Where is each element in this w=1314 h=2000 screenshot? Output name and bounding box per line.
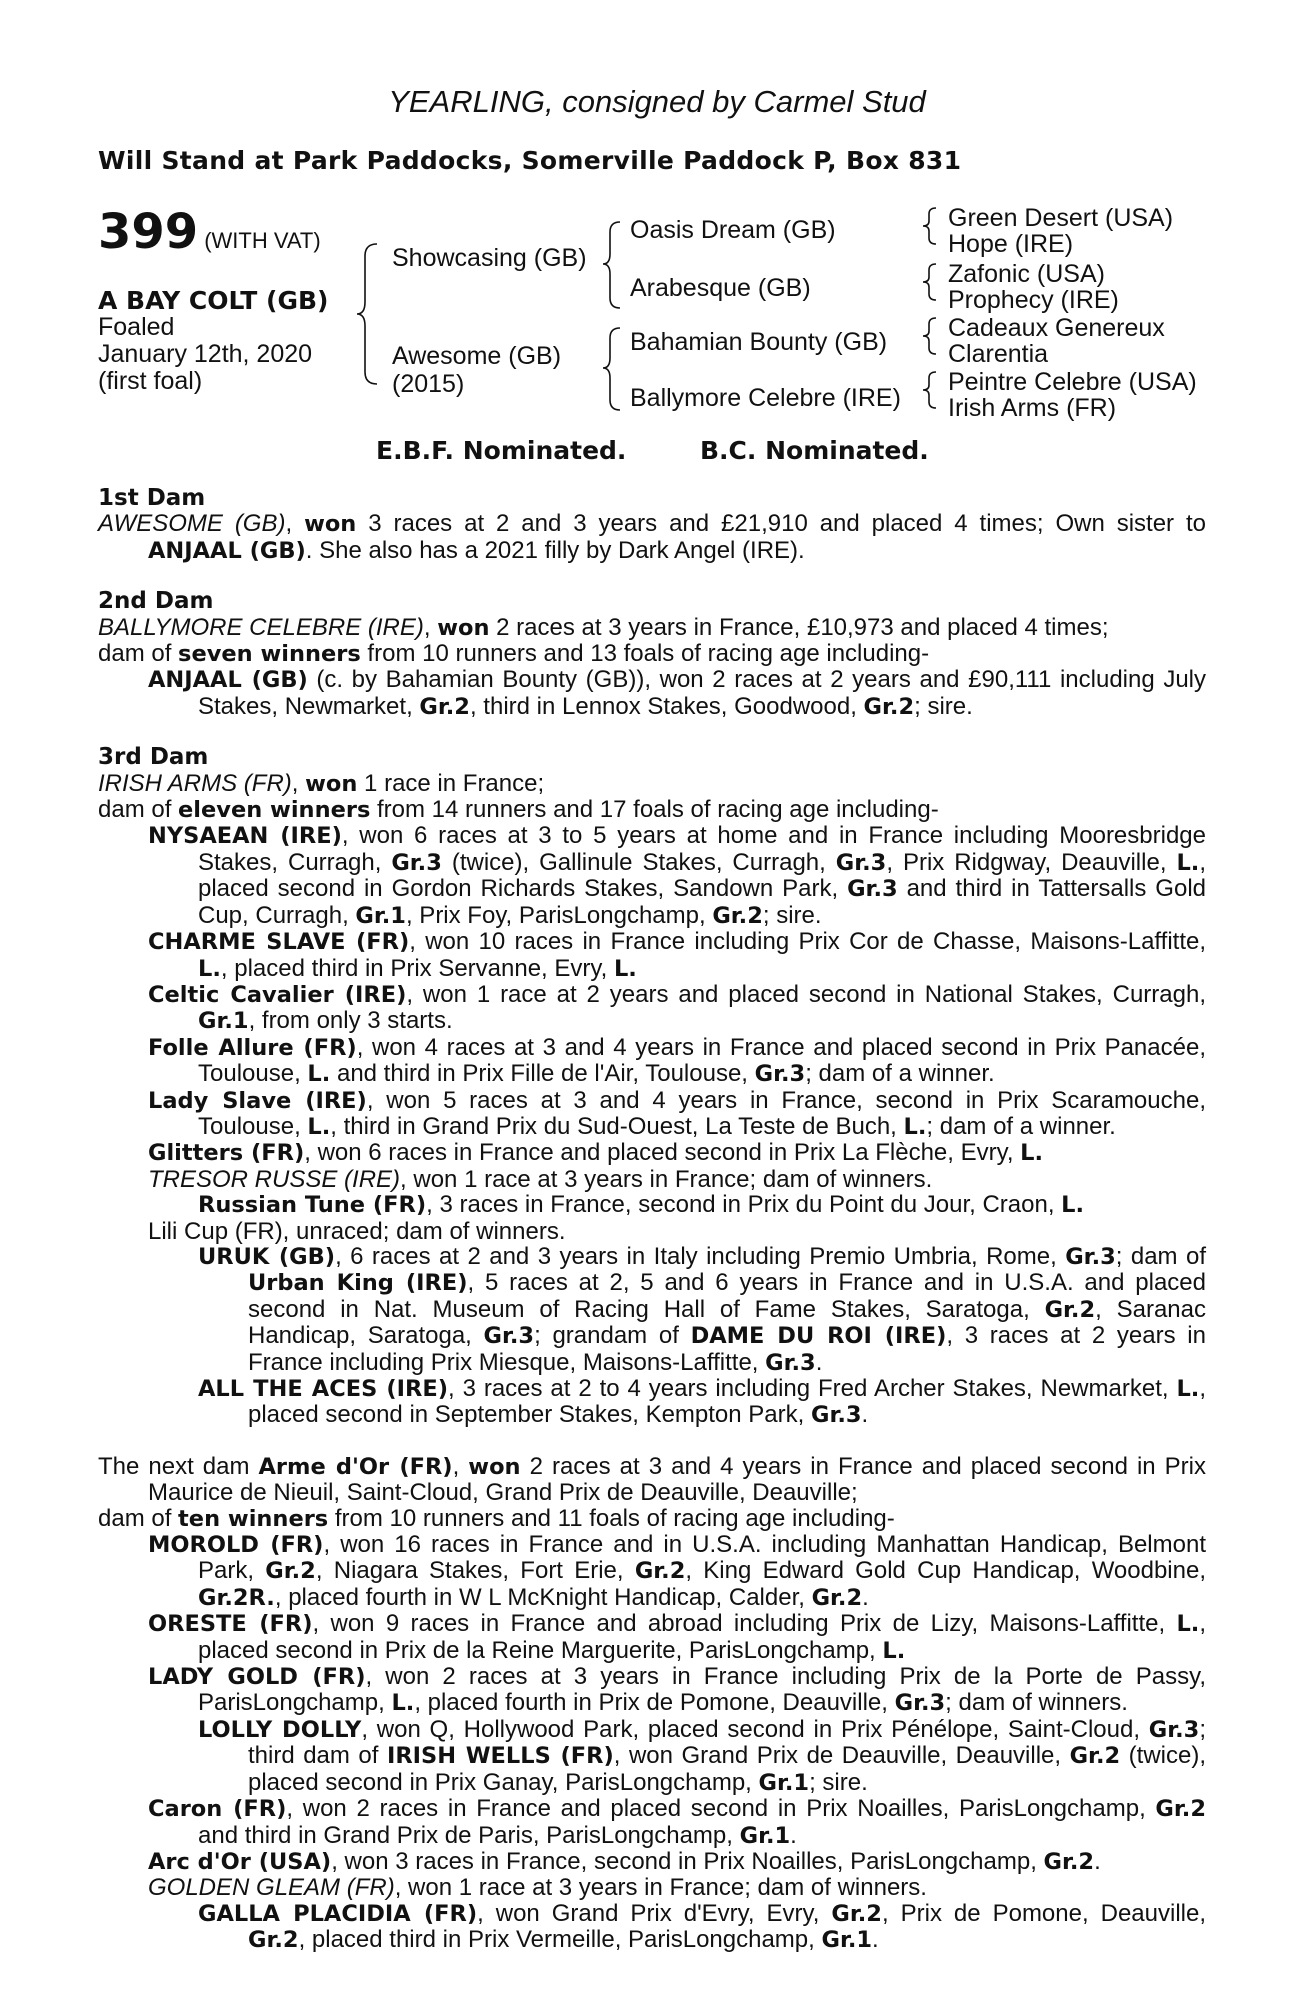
bold-text: Gr.2 <box>1044 1296 1096 1323</box>
bold-text: L. <box>1020 1140 1044 1167</box>
pedigree-entry <box>98 1849 1206 1875</box>
text-run: , <box>291 769 306 797</box>
bold-text: L. <box>391 1690 415 1717</box>
pedigree-gen3-1: Green Desert (USA) <box>948 204 1174 232</box>
text-run: , won 10 races in France including Prix Cor de Chasse, Maisons-Laffitte, <box>409 928 1207 956</box>
text-run: , third in Lennox Stakes, Goodwood, <box>469 692 864 720</box>
bold-text: Gr.3 <box>754 1061 806 1088</box>
bold-text: DAME DU ROI (IRE) <box>690 1323 947 1350</box>
pedigree-entry <box>98 797 1206 823</box>
pedigree-entry <box>98 1167 1206 1192</box>
bold-text: LADY GOLD (FR) <box>148 1664 366 1691</box>
text-run: ; dam of winners. <box>945 1689 1128 1717</box>
text-run: , 3 races in France, second in Prix du Point du Jour, Craon, <box>426 1191 1062 1219</box>
text-run: , Prix de Pomone, Deauville, <box>881 1899 1207 1927</box>
bold-text: Gr.3 <box>391 849 442 876</box>
bold-text: LOLLY DOLLY <box>198 1716 362 1743</box>
pedigree-entry <box>98 1717 1206 1796</box>
text-run: , placed second in Gordon Richards Stakes, Sandown Park, <box>198 848 1206 903</box>
pedigree-entry <box>98 641 1206 667</box>
pedigree-brace-g2 <box>920 262 940 302</box>
pedigree-entry <box>98 667 1206 720</box>
text-run: , won 1 race at 3 years in France; dam of winners. <box>394 1874 927 1902</box>
bold-text: L. <box>1176 1611 1200 1638</box>
text-run: , 5 races at 2, 5 and 6 years in France and in U.S.A. and placed second in Nat. Museum of Racing Hall of Fame Stakes, Saratoga, <box>248 1269 1206 1323</box>
text-run: , placed third in Prix Servanne, Evry, <box>220 954 614 982</box>
pedigree-brace-g3 <box>920 316 940 356</box>
bold-text: won <box>304 511 357 538</box>
page-heading: YEARLING, consigned by Carmel Stud <box>388 84 926 119</box>
text-run: , 3 races at 2 years in France including Prix Miesque, Maisons-Laffitte, <box>248 1322 1206 1376</box>
pedigree-entry <box>98 1796 1206 1849</box>
pedigree-entry <box>98 1244 1206 1376</box>
text-run: , won 16 races in France and in U.S.A. including Manhattan Handicap, Belmont Park, <box>198 1531 1206 1585</box>
text-run: , won Q, Hollywood Park, placed second in Prix Pénélope, Saint-Cloud, <box>361 1715 1149 1743</box>
bold-text: Gr.2 <box>863 693 915 720</box>
text-run: 2 races at 3 years in France, £10,973 and placed 4 times; <box>489 613 1109 641</box>
text-run: , King Edward Gold Cup Handicap, Woodbine, <box>685 1557 1207 1585</box>
pedigree-gen3-6: Clarentia <box>948 340 1049 368</box>
bold-text: L. <box>903 1113 927 1140</box>
pedigree-entry <box>98 1088 1206 1141</box>
bold-text: Arme d'Or (FR) <box>258 1453 453 1480</box>
section-title: 2nd Dam <box>98 588 214 615</box>
text-run: The next dam <box>98 1452 259 1480</box>
section-gap <box>98 1429 1206 1454</box>
bold-text: Gr.3 <box>765 1349 816 1376</box>
bold-text: Folle Allure (FR) <box>148 1034 357 1061</box>
section-gap <box>98 564 1206 589</box>
bold-text: Gr.3 <box>847 876 898 903</box>
text-run: (twice), Gallinule Stakes, Curragh, <box>441 848 836 876</box>
bold-text: NYSAEAN (IRE) <box>148 823 342 850</box>
bold-text: L. <box>613 955 637 982</box>
bold-text: Glitters (FR) <box>148 1140 305 1167</box>
pedigree-sire-sire: Oasis Dream (GB) <box>630 216 836 244</box>
bold-text: Gr.1 <box>758 1769 810 1796</box>
bold-text: Gr.2 <box>419 693 470 720</box>
bold-text: L. <box>1176 1376 1200 1402</box>
pedigree-entry <box>98 1532 1206 1611</box>
italic-text: TRESOR RUSSE (IRE) <box>148 1165 401 1193</box>
text-run: , placed third in Prix Vermeille, ParisLongchamp, <box>298 1926 822 1954</box>
text-run: , <box>452 1452 469 1480</box>
foaled-label: Foaled <box>98 313 175 341</box>
text-run: , won 5 races at 3 and 4 years in France, second in Prix Scaramouche, Toulouse, <box>198 1086 1206 1140</box>
pedigree-entry <box>98 1454 1206 1506</box>
text-run: ; dam of <box>1115 1242 1206 1270</box>
text-run: , won Grand Prix de Deauville, Deauville, <box>613 1742 1070 1770</box>
pedigree-entry <box>98 1901 1206 1954</box>
bold-text: Gr.2 <box>1069 1743 1121 1770</box>
bold-text: Gr.3 <box>483 1323 535 1350</box>
section-title: 1st Dam <box>98 485 206 511</box>
text-run: . <box>1094 1847 1101 1875</box>
bold-text: eleven winners <box>178 797 371 824</box>
bold-text: Gr.3 <box>810 1402 862 1429</box>
pedigree-dam-dam: Ballymore Celebre (IRE) <box>630 384 901 412</box>
pedigree-brace-main <box>355 240 385 390</box>
section-gap <box>98 720 1206 745</box>
text-run: from 14 runners and 17 foals of racing age including- <box>370 796 939 824</box>
text-run: , won 4 races at 3 and 4 years in France and placed second in Prix Panacée, Toulouse, <box>198 1033 1206 1088</box>
ebf-nomination: E.B.F. Nominated. <box>376 436 627 465</box>
bold-text: Gr.1 <box>821 1927 873 1954</box>
pedigree-gen3-7: Peintre Celebre (USA) <box>948 368 1197 396</box>
bold-text: MOROLD (FR) <box>148 1532 324 1559</box>
text-run: , won 6 races in France and placed second in Prix La Flèche, Evry, <box>304 1139 1021 1167</box>
text-run: from 10 runners and 13 foals of racing age including- <box>360 640 930 668</box>
text-run: . <box>862 1583 869 1611</box>
text-run: Lili Cup (FR), unraced; dam of winners. <box>148 1217 566 1245</box>
pedigree-gen3-2: Hope (IRE) <box>948 230 1074 258</box>
text-run: , <box>423 613 438 641</box>
italic-text: GOLDEN GLEAM (FR) <box>148 1874 395 1902</box>
pedigree-entry <box>98 1192 1206 1218</box>
text-run: dam of <box>98 796 179 824</box>
bold-text: Gr.2R. <box>198 1584 275 1611</box>
bold-text: Lady Slave (IRE) <box>148 1087 367 1114</box>
bold-text: Gr.2 <box>811 1584 863 1611</box>
text-run: ; sire. <box>809 1768 868 1796</box>
text-run: ; dam of a winner. <box>805 1060 995 1088</box>
bold-text: L. <box>307 1113 331 1140</box>
text-run: , from only 3 starts. <box>248 1007 453 1035</box>
italic-text: BALLYMORE CELEBRE (IRE) <box>98 613 424 641</box>
bold-text: L. <box>882 1637 906 1664</box>
pedigree-entry <box>98 1219 1206 1244</box>
text-run: . <box>790 1821 797 1849</box>
pedigree-entry <box>98 1611 1206 1664</box>
text-run: and third in Prix Fille de l'Air, Toulouse, <box>330 1060 755 1088</box>
pedigree-entry <box>98 511 1206 564</box>
bold-text: Gr.2 <box>831 1900 882 1927</box>
stand-location: Will Stand at Park Paddocks, Somerville Paddock P, Box 831 <box>98 146 962 175</box>
bold-text: Urban King (IRE) <box>248 1270 468 1297</box>
bold-text: Gr.1 <box>198 1008 249 1035</box>
text-run: , 6 races at 2 and 3 years in Italy including Premio Umbria, Rome, <box>335 1242 1066 1270</box>
text-run: 3 races at 2 and 3 years and £21,910 and placed 4 times; Own sister to <box>356 510 1206 538</box>
bold-text: Gr.3 <box>1148 1716 1200 1743</box>
bold-text: Gr.2 <box>1043 1848 1095 1875</box>
lot-number: 399 <box>98 204 199 260</box>
text-run: 2 races at 3 and 4 years in France and placed second in Prix Maurice de Nieuil, Saint-Cloud, Grand Prix de Deauville, Deauville; <box>148 1452 1206 1507</box>
pedigree-gen3-8: Irish Arms (FR) <box>948 394 1117 422</box>
pedigree-brace-dam <box>600 324 626 414</box>
bold-text: won <box>468 1453 521 1480</box>
pedigree-entry <box>98 771 1206 797</box>
foaled-date: January 12th, 2020 <box>98 340 313 368</box>
lot-description: A BAY COLT (GB) <box>98 286 329 315</box>
bold-text: Gr.1 <box>739 1822 791 1849</box>
pedigree-dam: Awesome (GB) <box>392 342 562 370</box>
pedigree-brace-sire <box>600 218 626 312</box>
text-run: ; third dam of <box>248 1715 1206 1770</box>
text-run: from 10 runners and 11 foals of racing age including- <box>328 1504 895 1532</box>
text-run: ; sire. <box>914 692 973 720</box>
text-run: , won 6 races at 3 to 5 years at home and in France including Mooresbridge Stakes, Curragh, <box>198 822 1206 876</box>
text-run: dam of <box>98 640 179 668</box>
pedigree-gen3-3: Zafonic (USA) <box>948 260 1105 288</box>
bold-text: GALLA PLACIDIA (FR) <box>198 1900 478 1927</box>
italic-text: AWESOME (GB) <box>98 510 286 538</box>
bold-text: Gr.2 <box>1155 1796 1206 1823</box>
text-run: dam of <box>98 1504 179 1532</box>
pedigree-entry <box>98 823 1206 929</box>
text-run: 1 race in France; <box>357 769 545 797</box>
text-run: , won 1 race at 3 years in France; dam of winners. <box>400 1165 933 1193</box>
text-run: . <box>815 1348 823 1376</box>
text-run: , 3 races at 2 to 4 years including Fred Archer Stakes, Newmarket, <box>448 1375 1177 1402</box>
text-run: , placed fourth in W L McKnight Handicap, Calder, <box>274 1583 812 1611</box>
pedigree-entry <box>98 1035 1206 1088</box>
bold-text: Celtic Cavalier (IRE) <box>148 981 407 1008</box>
vat-label: (WITH VAT) <box>204 228 321 253</box>
pedigree-dam-sire: Bahamian Bounty (GB) <box>630 328 888 356</box>
pedigree-gen3-5: Cadeaux Genereux <box>948 314 1165 342</box>
text-run: , <box>285 510 305 538</box>
text-run: , placed second in Prix de la Reine Marguerite, ParisLongchamp, <box>198 1610 1207 1664</box>
bold-text: Gr.3 <box>894 1690 946 1717</box>
text-run: and third in Tattersalls Gold Cup, Curragh, <box>198 875 1206 929</box>
text-run: , won 2 races in France and placed second in Prix Noailles, ParisLongchamp, <box>286 1795 1156 1823</box>
pedigree-entry <box>98 615 1206 641</box>
text-run: , placed fourth in Prix de Pomone, Deauville, <box>414 1689 895 1717</box>
text-run: , won 2 races at 3 years in France including Prix de la Porte de Passy, ParisLongchamp, <box>198 1663 1206 1717</box>
bold-text: L. <box>198 955 221 982</box>
bold-text: Russian Tune (FR) <box>198 1192 427 1219</box>
bold-text: URUK (GB) <box>198 1243 336 1270</box>
pedigree-gen3-4: Prophecy (IRE) <box>948 286 1119 314</box>
text-run: , won 1 race at 2 years and placed second in National Stakes, Curragh, <box>406 980 1206 1008</box>
bold-text: Gr.1 <box>355 902 406 929</box>
pedigree-entry <box>98 1376 1206 1429</box>
bold-text: Gr.3 <box>1065 1243 1116 1270</box>
bold-text: ANJAAL (GB) <box>148 667 308 694</box>
text-run: . <box>872 1926 879 1954</box>
text-run: (c. by Bahamian Bounty (GB)), won 2 races at 2 years and £90,111 including July Stakes, Newmarket, <box>198 666 1207 720</box>
pedigree-sire: Showcasing (GB) <box>392 244 587 272</box>
bold-text: Gr.2 <box>265 1558 316 1585</box>
bold-text: Gr.3 <box>835 849 887 876</box>
text-run: ; dam of a winner. <box>926 1112 1116 1140</box>
bold-text: ORESTE (FR) <box>148 1611 313 1638</box>
pedigree-entry <box>98 1140 1206 1166</box>
pedigree-entry <box>98 1875 1206 1900</box>
text-run: ; grandam of <box>534 1322 691 1350</box>
pedigree-dam-year: (2015) <box>392 370 465 398</box>
bold-text: seven winners <box>178 641 361 668</box>
bold-text: ANJAAL (GB) <box>148 537 306 564</box>
bold-text: won <box>305 770 358 797</box>
italic-text: IRISH ARMS (FR) <box>98 769 292 797</box>
text-run: , Niagara Stakes, Fort Erie, <box>315 1557 635 1585</box>
foal-note: (first foal) <box>98 367 203 395</box>
pedigree-sire-dam: Arabesque (GB) <box>630 274 811 302</box>
text-run: , won 9 races in France and abroad including Prix de Lizy, Maisons-Laffitte, <box>312 1610 1177 1638</box>
pedigree-brace-g4 <box>920 370 940 410</box>
text-run: , Prix Ridgway, Deauville, <box>886 848 1177 876</box>
bold-text: Gr.2 <box>634 1558 686 1585</box>
lot-number-block <box>98 204 321 260</box>
pedigree-entry <box>98 982 1206 1035</box>
bold-text: Gr.2 <box>712 902 763 929</box>
bc-nomination: B.C. Nominated. <box>700 436 929 465</box>
family-notes <box>98 486 1206 1954</box>
text-run: (twice), placed second in Prix Ganay, ParisLongchamp, <box>248 1742 1207 1796</box>
text-run: , Saranac Handicap, Saratoga, <box>248 1295 1206 1350</box>
foaled-info <box>98 314 312 395</box>
bold-text: L. <box>1061 1192 1085 1219</box>
pedigree-entry <box>98 1664 1206 1717</box>
bold-text: won <box>437 614 490 641</box>
text-run: , won 3 races in France, second in Prix Noailles, ParisLongchamp, <box>331 1847 1044 1875</box>
text-run: , third in Grand Prix du Sud-Ouest, La Teste de Buch, <box>330 1112 904 1140</box>
text-run: and third in Grand Prix de Paris, ParisLongchamp, <box>198 1821 740 1849</box>
pedigree-brace-g1 <box>920 206 940 246</box>
text-run: . She also has a 2021 filly by Dark Angel (IRE). <box>305 536 805 564</box>
bold-text: L. <box>1176 849 1200 876</box>
text-run: . <box>861 1401 869 1429</box>
text-run: , placed second in September Stakes, Kempton Park, <box>248 1375 1206 1429</box>
bold-text: Caron (FR) <box>148 1796 287 1823</box>
bold-text: ten winners <box>178 1505 329 1532</box>
text-run: ; sire. <box>762 901 822 929</box>
text-run: , Prix Foy, ParisLongchamp, <box>405 901 713 929</box>
bold-text: CHARME SLAVE (FR) <box>148 929 410 956</box>
bold-text: L. <box>307 1061 331 1088</box>
text-run: , won Grand Prix d'Evry, Evry, <box>477 1899 832 1927</box>
bold-text: Gr.2 <box>248 1927 299 1954</box>
pedigree-entry <box>98 929 1206 982</box>
bold-text: IRISH WELLS (FR) <box>386 1743 614 1770</box>
bold-text: Arc d'Or (USA) <box>148 1848 332 1875</box>
bold-text: ALL THE ACES (IRE) <box>198 1376 448 1402</box>
section-title: 3rd Dam <box>98 744 209 771</box>
pedigree-entry <box>98 1506 1206 1532</box>
